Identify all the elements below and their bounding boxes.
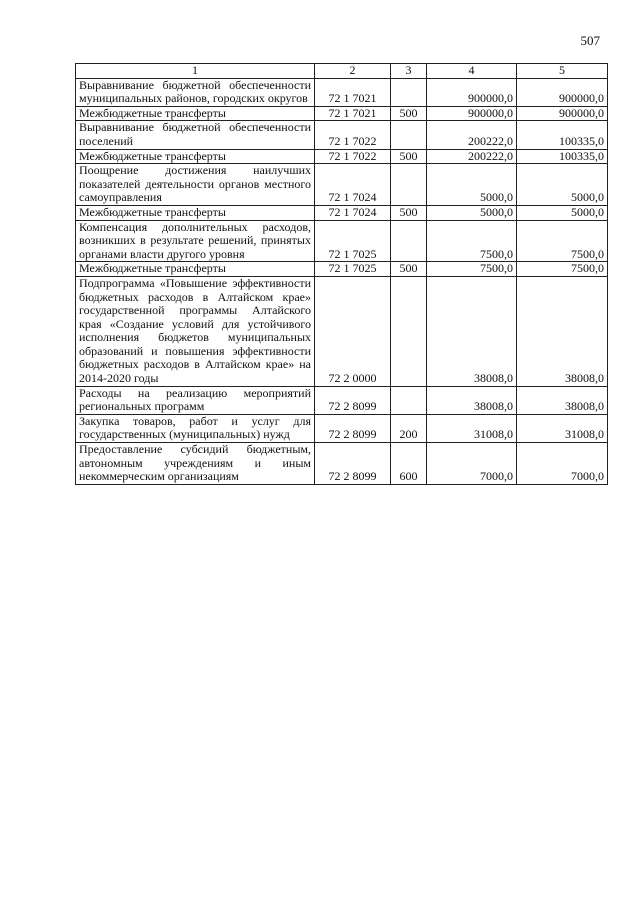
row-value-col5: 5000,0 [517, 205, 608, 220]
row-name: Подпрограмма «Повышение эффективности бюджетных расходов в Алтайском крае» государственной программы Алтайского края «Создание условий для устойчивого исполнения бюджетов муниципальных образований и повышения эффективности бюджетных расходов в Алтайском крае» на 2014-2020 годы [76, 276, 315, 386]
table-row [76, 106, 608, 121]
row-type: 500 [391, 262, 427, 277]
table-row [76, 121, 608, 149]
table-row [76, 149, 608, 164]
row-value-col5: 5000,0 [517, 164, 608, 206]
row-name: Закупка товаров, работ и услуг для государственных (муниципальных) нужд [76, 414, 315, 442]
row-name: Выравнивание бюджетной обеспеченности муниципальных районов, городских округов [76, 78, 315, 106]
row-type: 500 [391, 106, 427, 121]
table-row [76, 386, 608, 414]
row-value-col4: 5000,0 [427, 164, 517, 206]
row-code: 72 1 7021 [315, 78, 391, 106]
row-type: 500 [391, 149, 427, 164]
column-header: 5 [517, 64, 608, 79]
row-type [391, 386, 427, 414]
row-code: 72 1 7024 [315, 205, 391, 220]
row-name: Выравнивание бюджетной обеспеченности поселений [76, 121, 315, 149]
row-value-col4: 38008,0 [427, 276, 517, 386]
row-value-col5: 7500,0 [517, 262, 608, 277]
row-value-col4: 200222,0 [427, 121, 517, 149]
row-value-col4: 200222,0 [427, 149, 517, 164]
row-type [391, 164, 427, 206]
row-type: 500 [391, 205, 427, 220]
row-value-col5: 38008,0 [517, 276, 608, 386]
column-header: 3 [391, 64, 427, 79]
row-value-col4: 7500,0 [427, 220, 517, 262]
row-value-col5: 900000,0 [517, 106, 608, 121]
page-number: 507 [580, 33, 600, 48]
table-row [76, 414, 608, 442]
row-code: 72 1 7025 [315, 262, 391, 277]
row-value-col5: 900000,0 [517, 78, 608, 106]
row-code: 72 1 7025 [315, 220, 391, 262]
row-code: 72 1 7022 [315, 149, 391, 164]
column-header: 1 [76, 64, 315, 79]
row-code: 72 2 8099 [315, 386, 391, 414]
table-row [76, 443, 608, 485]
row-type [391, 276, 427, 386]
row-code: 72 2 8099 [315, 414, 391, 442]
row-code: 72 2 0000 [315, 276, 391, 386]
row-value-col5: 31008,0 [517, 414, 608, 442]
row-value-col5: 7500,0 [517, 220, 608, 262]
column-header: 4 [427, 64, 517, 79]
table-row [76, 220, 608, 262]
table-row [76, 164, 608, 206]
row-type [391, 121, 427, 149]
column-header: 2 [315, 64, 391, 79]
row-code: 72 1 7021 [315, 106, 391, 121]
row-code: 72 2 8099 [315, 443, 391, 485]
row-name: Расходы на реализацию мероприятий региональных программ [76, 386, 315, 414]
row-value-col4: 5000,0 [427, 205, 517, 220]
row-name: Поощрение достижения наилучших показателей деятельности органов местного самоуправления [76, 164, 315, 206]
table-row [76, 276, 608, 386]
row-name: Межбюджетные трансферты [76, 106, 315, 121]
table-row [76, 262, 608, 277]
row-type: 600 [391, 443, 427, 485]
row-name: Межбюджетные трансферты [76, 205, 315, 220]
row-value-col4: 38008,0 [427, 386, 517, 414]
row-value-col5: 100335,0 [517, 149, 608, 164]
row-type [391, 220, 427, 262]
row-value-col4: 7500,0 [427, 262, 517, 277]
row-name: Предоставление субсидий бюджетным, автономным учреждениям и иным некоммерческим организациям [76, 443, 315, 485]
row-code: 72 1 7024 [315, 164, 391, 206]
row-name: Межбюджетные трансферты [76, 149, 315, 164]
row-value-col5: 7000,0 [517, 443, 608, 485]
row-name: Компенсация дополнительных расходов, возникших в результате решений, принятых органами власти другого уровня [76, 220, 315, 262]
header-row [76, 64, 608, 79]
row-value-col4: 900000,0 [427, 78, 517, 106]
row-value-col4: 900000,0 [427, 106, 517, 121]
row-value-col4: 7000,0 [427, 443, 517, 485]
row-name: Межбюджетные трансферты [76, 262, 315, 277]
row-value-col5: 100335,0 [517, 121, 608, 149]
row-value-col4: 31008,0 [427, 414, 517, 442]
row-value-col5: 38008,0 [517, 386, 608, 414]
table-row [76, 205, 608, 220]
budget-table [75, 63, 608, 485]
row-type [391, 78, 427, 106]
table-row [76, 78, 608, 106]
row-code: 72 1 7022 [315, 121, 391, 149]
row-type: 200 [391, 414, 427, 442]
